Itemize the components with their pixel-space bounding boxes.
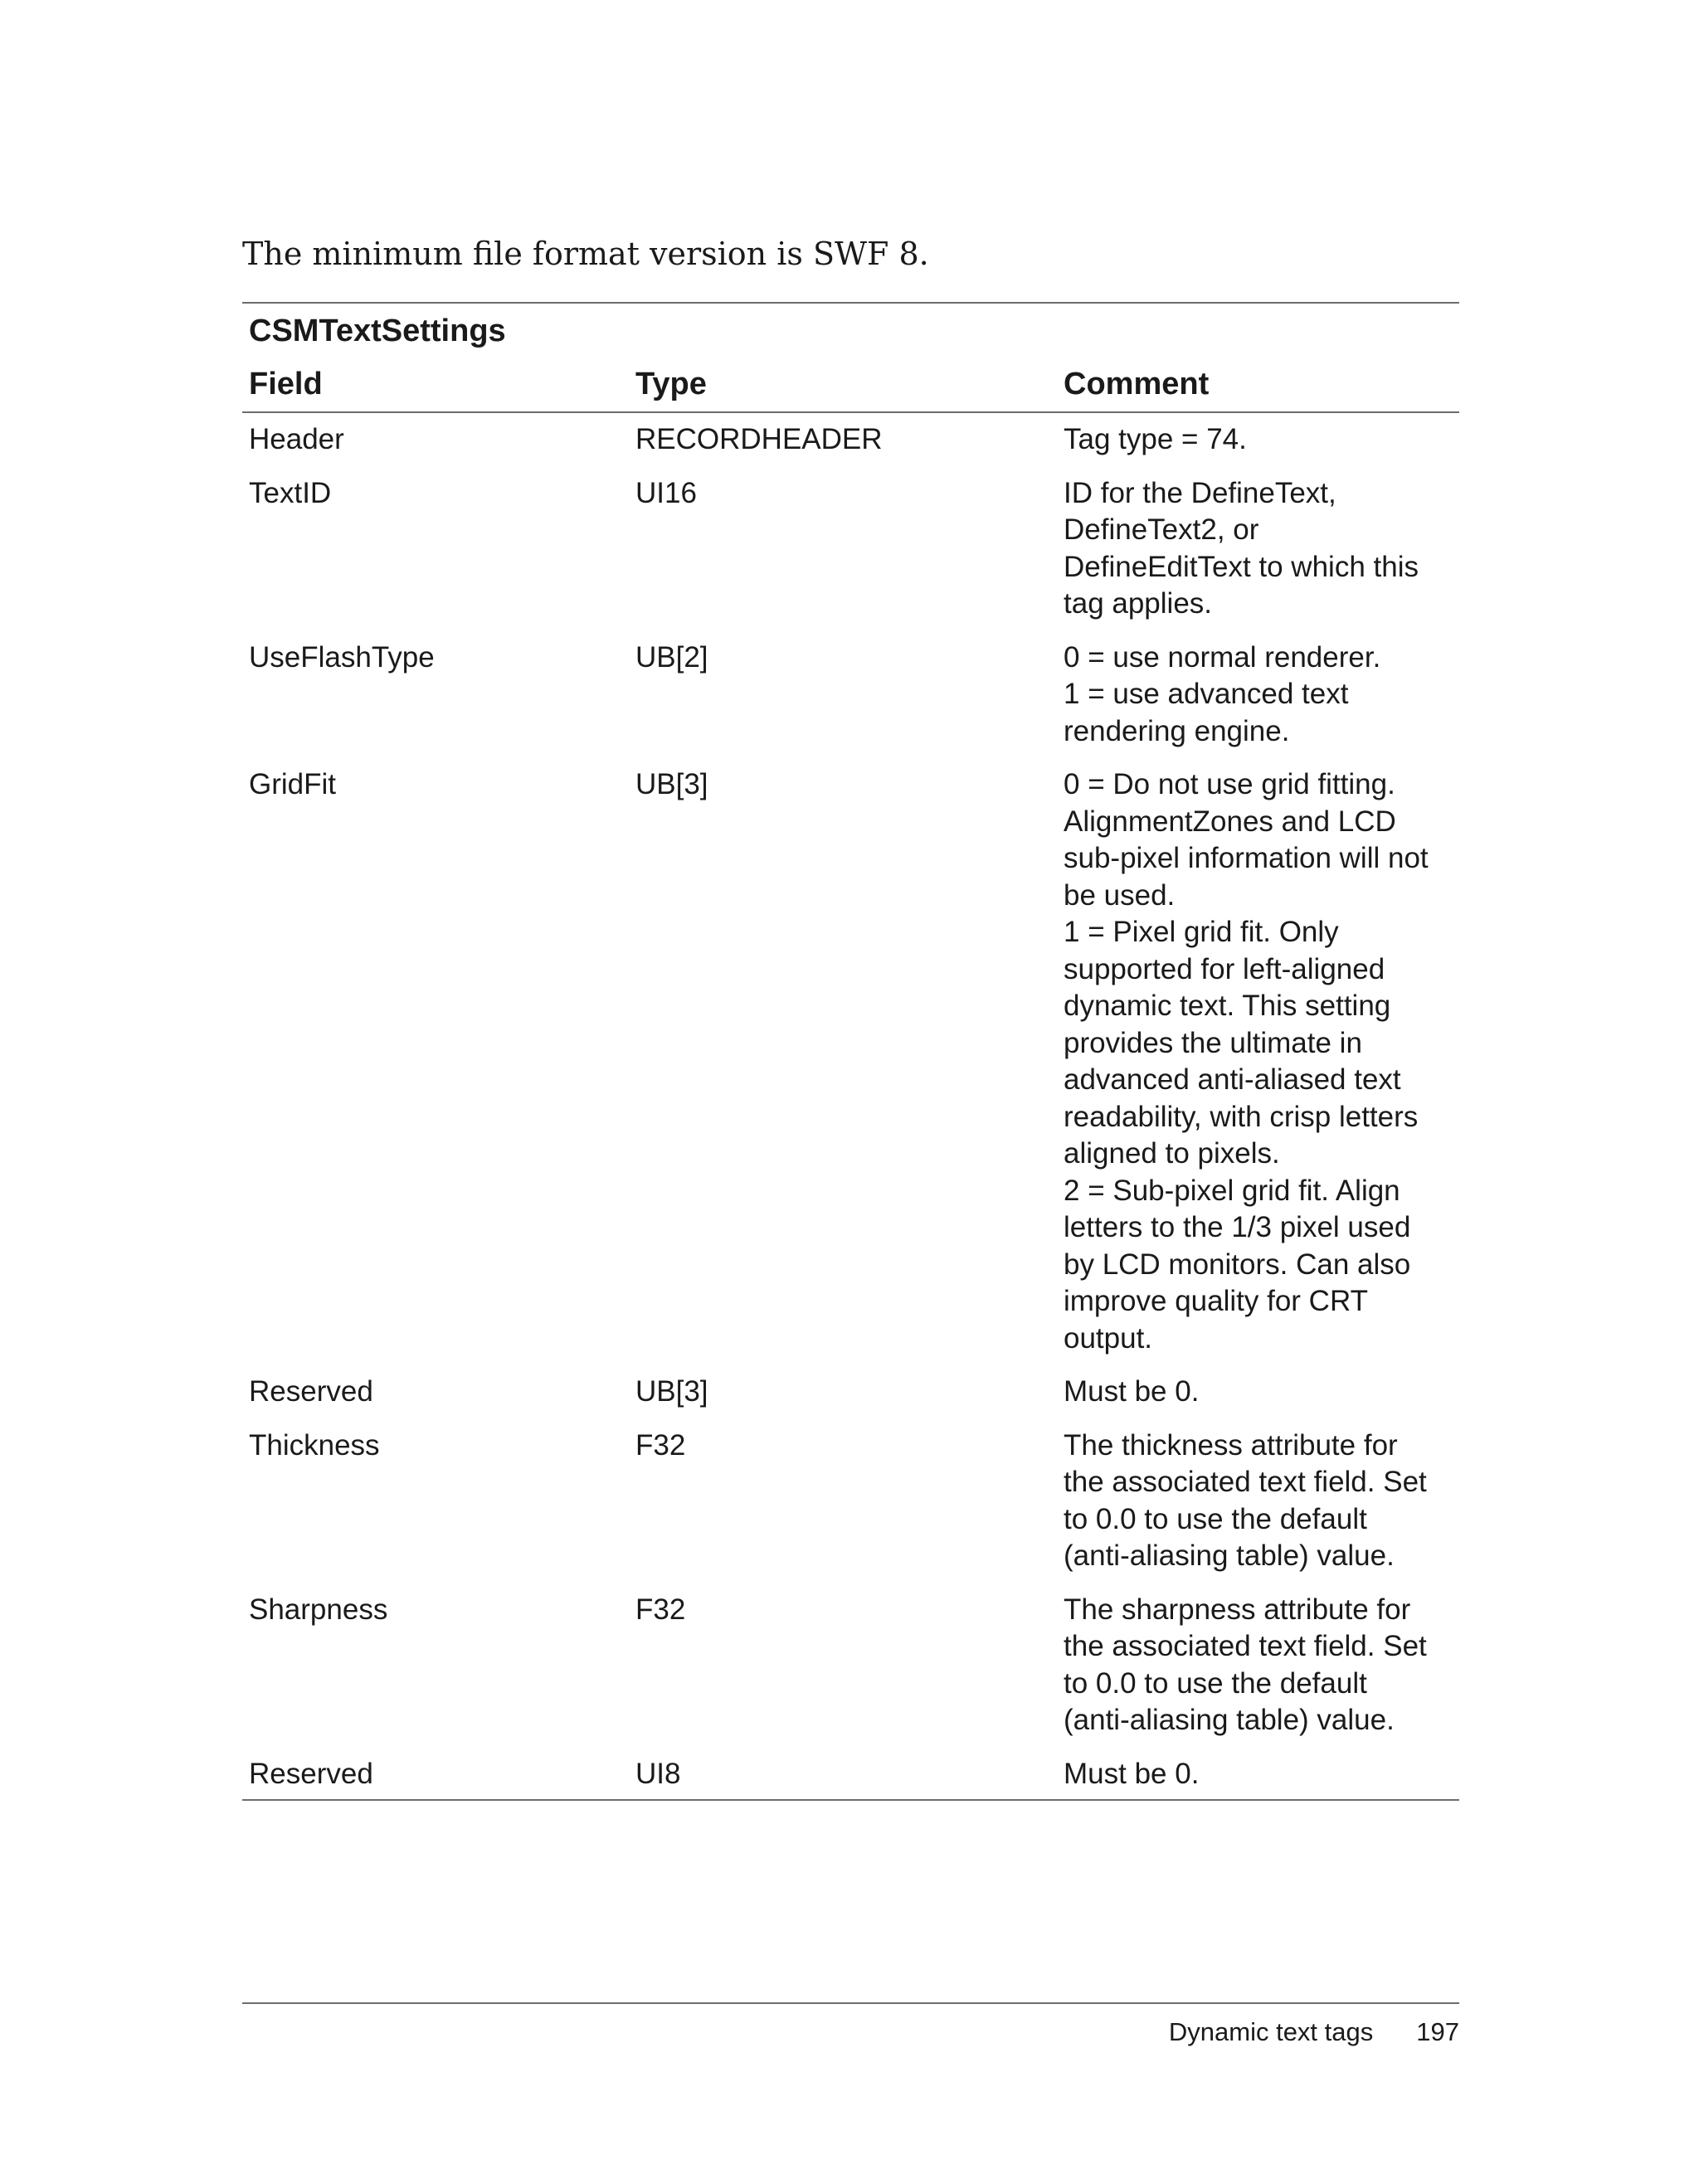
cell-field: Reserved	[249, 1375, 373, 1408]
cell-field: Reserved	[249, 1757, 373, 1790]
cell-comment: Must be 0.	[1064, 1757, 1200, 1790]
cell-type: UI8	[635, 1757, 681, 1790]
table-row	[242, 1592, 1459, 1739]
cell-type: UB[2]	[635, 640, 708, 674]
cell-comment: The sharpness attribute for the associated text field. Set to 0.0 to use the default (anti-aliasing table) value.	[1064, 1593, 1427, 1736]
cell-field: Sharpness	[249, 1593, 388, 1626]
table-row	[242, 1756, 1459, 1793]
cell-type: RECORDHEADER	[635, 423, 883, 455]
cell-comment: ID for the DefineText, DefineText2, or DefineEditText to which this tag applies.	[1064, 476, 1419, 620]
table-row	[242, 1428, 1459, 1575]
header-comment: Comment	[1064, 367, 1210, 401]
header-field: Field	[249, 367, 323, 401]
cell-field: Header	[249, 423, 344, 455]
cell-comment: The thickness attribute for the associated text field. Set to 0.0 to use the default (anti-aliasing table) value.	[1064, 1428, 1427, 1572]
table-body	[242, 413, 1459, 1799]
cell-field: GridFit	[249, 768, 336, 800]
cell-type: UB[3]	[635, 768, 708, 800]
cell-type: F32	[635, 1428, 686, 1462]
table-bottom-rule	[242, 1799, 1459, 1801]
page-number: 197	[1416, 2017, 1459, 2046]
table-row	[242, 766, 1459, 1357]
header-type: Type	[635, 367, 707, 401]
cell-comment: Must be 0.	[1064, 1375, 1200, 1408]
table-title: CSMTextSettings	[249, 314, 506, 348]
page-footer	[1169, 2016, 1459, 2049]
csm-text-settings-table	[242, 302, 1459, 1801]
footer-rule	[242, 2002, 1459, 2004]
cell-field: TextID	[249, 476, 332, 509]
footer-section-title: Dynamic text tags	[1168, 2017, 1374, 2046]
cell-field: UseFlashType	[249, 640, 435, 674]
table-row	[242, 1374, 1459, 1411]
table-row	[242, 640, 1459, 751]
table-row	[242, 475, 1459, 623]
cell-field: Thickness	[249, 1428, 380, 1462]
table-header-row	[242, 353, 1459, 411]
table-row	[242, 421, 1459, 459]
cell-type: UI16	[635, 476, 697, 509]
cell-type: F32	[635, 1593, 686, 1626]
cell-comment: 0 = use normal renderer. 1 = use advanced text rendering engine.	[1064, 640, 1381, 747]
cell-comment: 0 = Do not use grid fitting. AlignmentZones and LCD sub-pixel information will not be used. 1 = Pixel grid fit. Only supported for left-aligned dynamic text. This setting provides the ultimate in advanced anti-aliased text readability, with crisp letters aligned to pixels. 2 = Sub-pixel grid fit. Align letters to the 1/3 pixel used by LCD monitors. Can also improve quality for CRT output.	[1064, 768, 1429, 1355]
intro-paragraph: The minimum file format version is SWF 8.	[242, 236, 929, 272]
cell-type: UB[3]	[635, 1375, 708, 1408]
cell-comment: Tag type = 74.	[1064, 423, 1247, 455]
